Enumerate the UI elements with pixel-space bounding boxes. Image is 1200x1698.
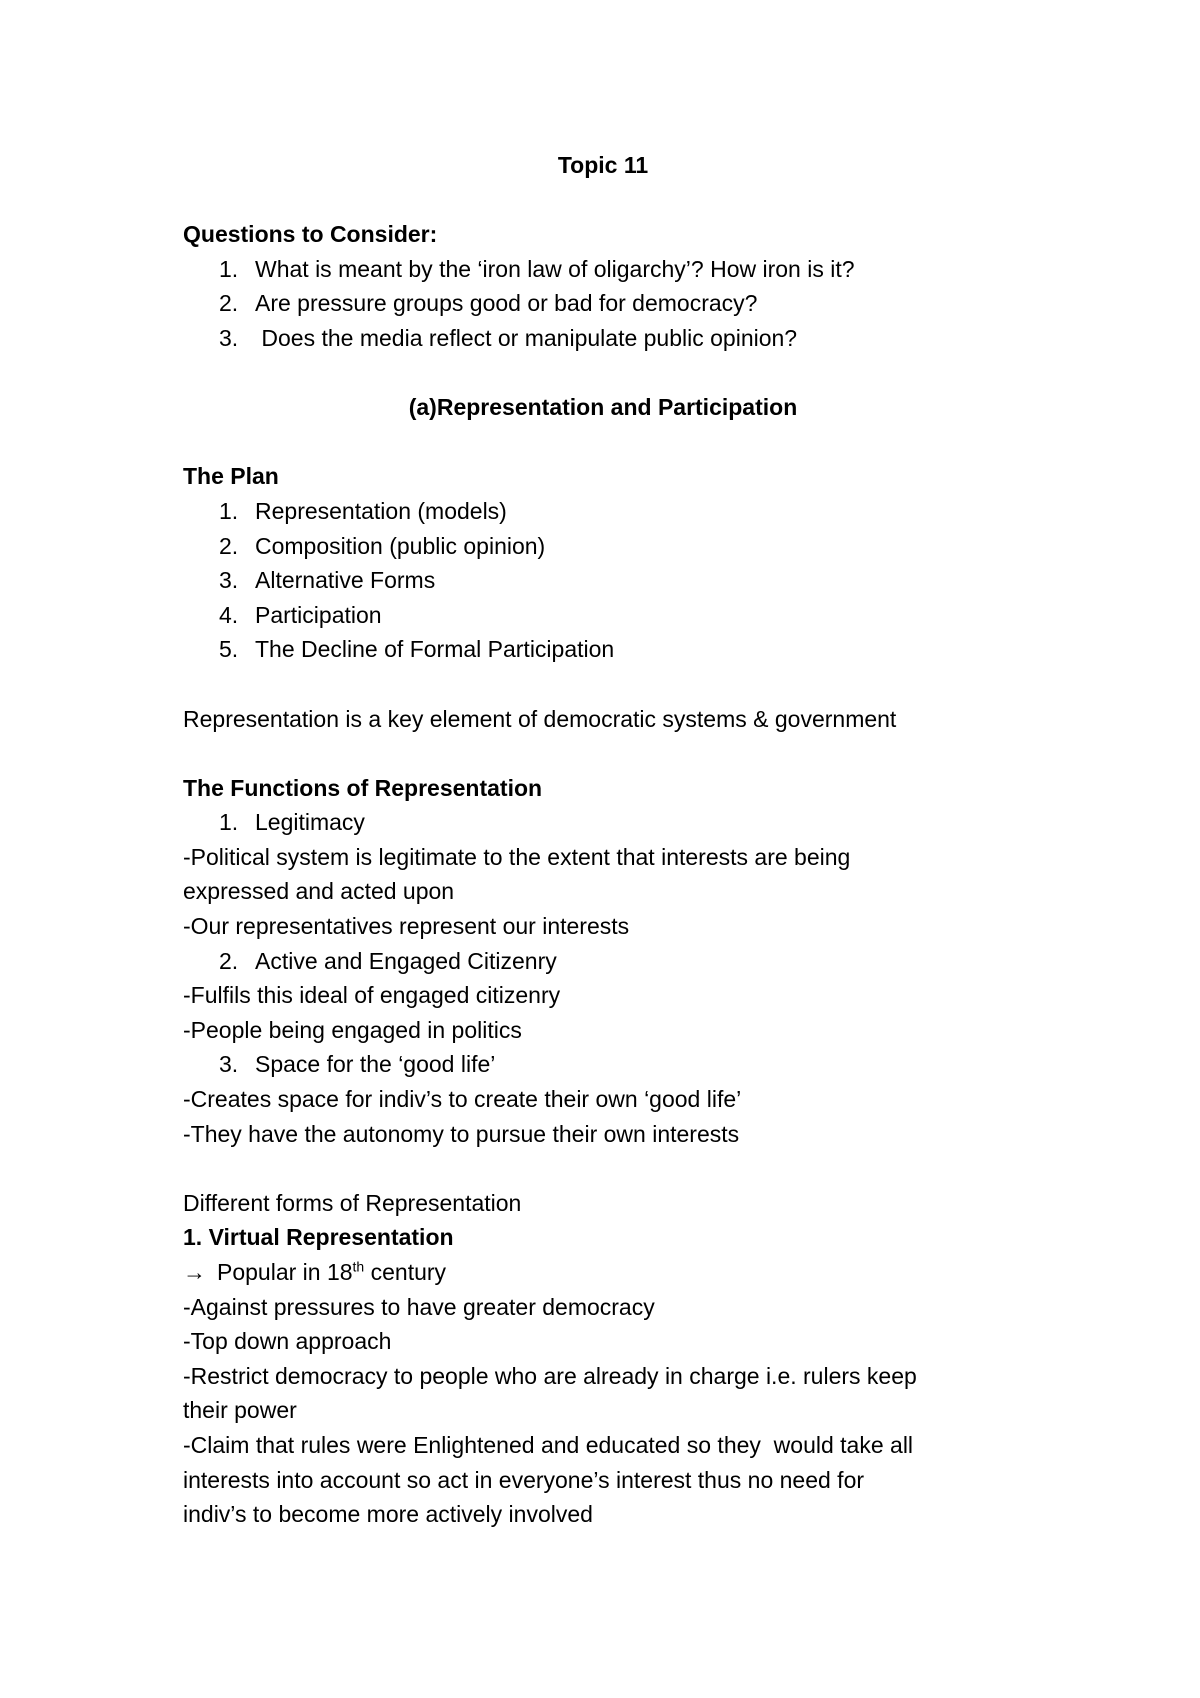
- function-number: 3.: [219, 1051, 239, 1078]
- spacer: [183, 736, 1023, 771]
- plan-text: Composition (public opinion): [255, 532, 546, 559]
- plan-text: Alternative Forms: [255, 567, 436, 594]
- function-item: [183, 944, 1023, 979]
- spacer: [183, 1151, 1023, 1186]
- virtual-point: their power: [183, 1397, 297, 1424]
- plan-heading: The Plan: [183, 463, 279, 490]
- function-point: -They have the autonomy to pursue their own interests: [183, 1120, 740, 1147]
- plan-text: Participation: [255, 601, 382, 628]
- right-arrow-icon: →: [183, 1259, 206, 1285]
- plan-item: [183, 494, 1023, 529]
- popular-prefix: Popular in 18: [217, 1259, 353, 1285]
- question-number: 1.: [219, 255, 239, 282]
- plan-number: 3.: [219, 567, 239, 594]
- virtual-point: -Restrict democracy to people who are already in charge i.e. rulers keep: [183, 1362, 917, 1389]
- virtual-point: -Claim that rules were Enlightened and educated so they would take all: [183, 1431, 914, 1458]
- virtual-point: interests into account so act in everyone’s interest thus no need for: [183, 1466, 865, 1493]
- function-point: -Fulfils this ideal of engaged citizenry: [183, 982, 561, 1009]
- plan-number: 5.: [219, 636, 239, 663]
- plan-text: Representation (models): [255, 497, 507, 524]
- function-number: 1.: [219, 809, 239, 836]
- question-number: 3.: [219, 324, 239, 351]
- section-heading: (a)Representation and Participation: [408, 394, 798, 421]
- popular-line: [183, 1255, 1023, 1290]
- function-item: [183, 805, 1023, 840]
- function-text: Active and Engaged Citizenry: [255, 947, 557, 974]
- spacer: [183, 667, 1023, 702]
- function-point: -Creates space for indiv’s to create their own ‘good life’: [183, 1086, 742, 1113]
- virtual-representation-heading: 1. Virtual Representation: [183, 1224, 454, 1251]
- virtual-point: indiv’s to become more actively involved: [183, 1501, 593, 1528]
- intro-statement: Representation is a key element of democratic systems & government: [183, 705, 897, 732]
- plan-number: 4.: [219, 601, 239, 628]
- plan-item: [183, 598, 1023, 633]
- question-item: [183, 286, 1023, 321]
- question-item: [183, 321, 1023, 356]
- questions-heading: Questions to Consider:: [183, 221, 438, 248]
- function-number: 2.: [219, 947, 239, 974]
- function-point: -Political system is legitimate to the extent that interests are being: [183, 843, 851, 870]
- virtual-point: -Against pressures to have greater democracy: [183, 1293, 655, 1320]
- question-number: 2.: [219, 290, 239, 317]
- question-text: Are pressure groups good or bad for democracy?: [255, 290, 758, 317]
- plan-number: 1.: [219, 497, 239, 524]
- spacer: [183, 425, 1023, 460]
- spacer: [183, 183, 1023, 218]
- function-text: Space for the ‘good life’: [255, 1051, 496, 1078]
- plan-item: [183, 632, 1023, 667]
- popular-superscript: th: [352, 1258, 365, 1275]
- forms-heading: Different forms of Representation: [183, 1189, 522, 1216]
- function-point: -People being engaged in politics: [183, 1016, 522, 1043]
- spacer: [183, 356, 1023, 391]
- plan-text: The Decline of Formal Participation: [255, 636, 615, 663]
- function-point: -Our representatives represent our interests: [183, 913, 630, 940]
- function-item: [183, 1047, 1023, 1082]
- question-text: Does the media reflect or manipulate public opinion?: [255, 324, 798, 351]
- function-point: expressed and acted upon: [183, 878, 455, 905]
- document-page: [183, 148, 1023, 1532]
- question-item: [183, 252, 1023, 287]
- function-text: Legitimacy: [255, 809, 365, 836]
- virtual-point: -Top down approach: [183, 1328, 392, 1355]
- popular-suffix: century: [364, 1259, 447, 1285]
- question-text: What is meant by the ‘iron law of oligarchy’? How iron is it?: [255, 255, 855, 282]
- plan-item: [183, 563, 1023, 598]
- functions-heading: The Functions of Representation: [183, 774, 543, 801]
- plan-number: 2.: [219, 532, 239, 559]
- plan-item: [183, 529, 1023, 564]
- page-title: Topic 11: [557, 152, 649, 178]
